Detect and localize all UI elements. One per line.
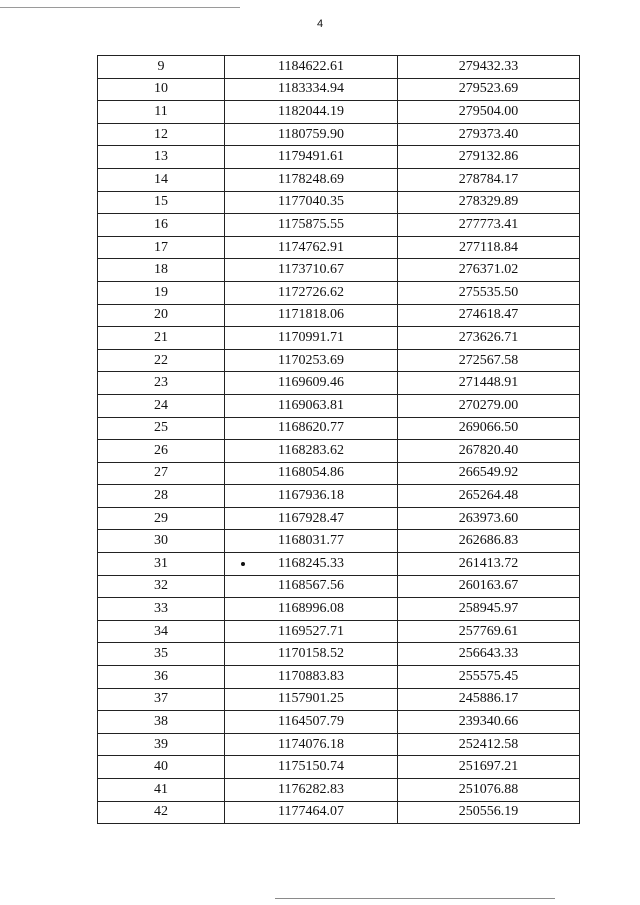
x-coordinate-cell: 1168620.77 — [225, 417, 398, 440]
point-number-cell: 24 — [98, 394, 225, 417]
point-number-cell: 16 — [98, 214, 225, 237]
x-coordinate-cell: 1169527.71 — [225, 620, 398, 643]
point-number-cell: 38 — [98, 711, 225, 734]
y-coordinate-cell: 251697.21 — [398, 756, 580, 779]
point-number-cell: 19 — [98, 281, 225, 304]
table-row — [98, 236, 580, 259]
coordinates-table — [97, 55, 580, 824]
point-number-cell: 33 — [98, 598, 225, 621]
point-number-cell: 14 — [98, 168, 225, 191]
x-coordinate-cell: 1173710.67 — [225, 259, 398, 282]
table-row — [98, 304, 580, 327]
point-number-cell: 25 — [98, 417, 225, 440]
y-coordinate-cell: 266549.92 — [398, 462, 580, 485]
table-row — [98, 711, 580, 734]
table-row — [98, 214, 580, 237]
y-coordinate-cell: 245886.17 — [398, 688, 580, 711]
point-number-cell: 20 — [98, 304, 225, 327]
y-coordinate-cell: 252412.58 — [398, 733, 580, 756]
point-number-cell: 35 — [98, 643, 225, 666]
x-coordinate-cell: 1167936.18 — [225, 485, 398, 508]
y-coordinate-cell: 255575.45 — [398, 666, 580, 689]
point-number-cell: 27 — [98, 462, 225, 485]
y-coordinate-cell: 277773.41 — [398, 214, 580, 237]
y-coordinate-cell: 251076.88 — [398, 779, 580, 802]
point-number-cell: 15 — [98, 191, 225, 214]
table-row — [98, 530, 580, 553]
x-coordinate-cell: 1168283.62 — [225, 440, 398, 463]
table-row — [98, 666, 580, 689]
point-number-cell: 34 — [98, 620, 225, 643]
scan-artifact-dot — [241, 562, 245, 566]
table-row — [98, 146, 580, 169]
x-coordinate-cell: 1179491.61 — [225, 146, 398, 169]
table-row — [98, 553, 580, 576]
point-number-cell: 11 — [98, 101, 225, 124]
y-coordinate-cell: 265264.48 — [398, 485, 580, 508]
point-number-cell: 18 — [98, 259, 225, 282]
table-row — [98, 801, 580, 824]
y-coordinate-cell: 267820.40 — [398, 440, 580, 463]
x-coordinate-cell: 1174762.91 — [225, 236, 398, 259]
table-row — [98, 507, 580, 530]
table-row — [98, 688, 580, 711]
scan-artifact-top-line — [0, 7, 240, 8]
x-coordinate-cell: 1182044.19 — [225, 101, 398, 124]
y-coordinate-cell: 257769.61 — [398, 620, 580, 643]
y-coordinate-cell: 269066.50 — [398, 417, 580, 440]
table-row — [98, 440, 580, 463]
y-coordinate-cell: 262686.83 — [398, 530, 580, 553]
y-coordinate-cell: 279523.69 — [398, 78, 580, 101]
point-number-cell: 21 — [98, 327, 225, 350]
x-coordinate-cell: 1169063.81 — [225, 394, 398, 417]
point-number-cell: 10 — [98, 78, 225, 101]
table-row — [98, 372, 580, 395]
point-number-cell: 9 — [98, 56, 225, 79]
point-number-cell: 28 — [98, 485, 225, 508]
table-row — [98, 327, 580, 350]
point-number-cell: 29 — [98, 507, 225, 530]
table-row — [98, 123, 580, 146]
y-coordinate-cell: 256643.33 — [398, 643, 580, 666]
table-row — [98, 191, 580, 214]
x-coordinate-cell: 1178248.69 — [225, 168, 398, 191]
x-coordinate-cell: 1176282.83 — [225, 779, 398, 802]
table-row — [98, 733, 580, 756]
x-coordinate-cell: 1177464.07 — [225, 801, 398, 824]
y-coordinate-cell: 250556.19 — [398, 801, 580, 824]
point-number-cell: 39 — [98, 733, 225, 756]
table-row — [98, 462, 580, 485]
y-coordinate-cell: 278329.89 — [398, 191, 580, 214]
table-row — [98, 598, 580, 621]
x-coordinate-cell: 1170991.71 — [225, 327, 398, 350]
x-coordinate-cell: 1168996.08 — [225, 598, 398, 621]
y-coordinate-cell: 273626.71 — [398, 327, 580, 350]
x-coordinate-cell: 1183334.94 — [225, 78, 398, 101]
point-number-cell: 30 — [98, 530, 225, 553]
y-coordinate-cell: 261413.72 — [398, 553, 580, 576]
table-row — [98, 259, 580, 282]
table-row — [98, 643, 580, 666]
x-coordinate-cell: 1175150.74 — [225, 756, 398, 779]
x-coordinate-cell: 1177040.35 — [225, 191, 398, 214]
x-coordinate-cell: 1168031.77 — [225, 530, 398, 553]
y-coordinate-cell: 272567.58 — [398, 349, 580, 372]
table-row — [98, 56, 580, 79]
point-number-cell: 40 — [98, 756, 225, 779]
point-number-cell: 42 — [98, 801, 225, 824]
y-coordinate-cell: 279432.33 — [398, 56, 580, 79]
point-number-cell: 37 — [98, 688, 225, 711]
y-coordinate-cell: 278784.17 — [398, 168, 580, 191]
y-coordinate-cell: 258945.97 — [398, 598, 580, 621]
point-number-cell: 31 — [98, 553, 225, 576]
coordinates-table-body — [98, 56, 580, 824]
x-coordinate-cell: 1174076.18 — [225, 733, 398, 756]
table-row — [98, 756, 580, 779]
point-number-cell: 32 — [98, 575, 225, 598]
point-number-cell: 12 — [98, 123, 225, 146]
y-coordinate-cell: 271448.91 — [398, 372, 580, 395]
table-row — [98, 394, 580, 417]
x-coordinate-cell: 1171818.06 — [225, 304, 398, 327]
y-coordinate-cell: 274618.47 — [398, 304, 580, 327]
x-coordinate-cell: 1168245.33 — [225, 553, 398, 576]
point-number-cell: 17 — [98, 236, 225, 259]
y-coordinate-cell: 275535.50 — [398, 281, 580, 304]
y-coordinate-cell: 263973.60 — [398, 507, 580, 530]
table-row — [98, 779, 580, 802]
table-row — [98, 417, 580, 440]
y-coordinate-cell: 239340.66 — [398, 711, 580, 734]
x-coordinate-cell: 1169609.46 — [225, 372, 398, 395]
table-row — [98, 620, 580, 643]
scan-artifact-bottom-line — [275, 898, 555, 899]
y-coordinate-cell: 279504.00 — [398, 101, 580, 124]
x-coordinate-cell: 1170158.52 — [225, 643, 398, 666]
point-number-cell: 13 — [98, 146, 225, 169]
y-coordinate-cell: 260163.67 — [398, 575, 580, 598]
table-row — [98, 78, 580, 101]
x-coordinate-cell: 1157901.25 — [225, 688, 398, 711]
table-row — [98, 281, 580, 304]
table-row — [98, 101, 580, 124]
x-coordinate-cell: 1175875.55 — [225, 214, 398, 237]
x-coordinate-cell: 1167928.47 — [225, 507, 398, 530]
y-coordinate-cell: 279373.40 — [398, 123, 580, 146]
y-coordinate-cell: 277118.84 — [398, 236, 580, 259]
x-coordinate-cell: 1164507.79 — [225, 711, 398, 734]
point-number-cell: 23 — [98, 372, 225, 395]
x-coordinate-cell: 1168054.86 — [225, 462, 398, 485]
y-coordinate-cell: 276371.02 — [398, 259, 580, 282]
x-coordinate-cell: 1168567.56 — [225, 575, 398, 598]
point-number-cell: 36 — [98, 666, 225, 689]
x-coordinate-cell: 1180759.90 — [225, 123, 398, 146]
x-coordinate-cell: 1184622.61 — [225, 56, 398, 79]
point-number-cell: 41 — [98, 779, 225, 802]
x-coordinate-cell: 1170253.69 — [225, 349, 398, 372]
table-row — [98, 485, 580, 508]
table-row — [98, 575, 580, 598]
page-number: 4 — [316, 18, 324, 30]
table-row — [98, 349, 580, 372]
y-coordinate-cell: 270279.00 — [398, 394, 580, 417]
point-number-cell: 26 — [98, 440, 225, 463]
x-coordinate-cell: 1172726.62 — [225, 281, 398, 304]
point-number-cell: 22 — [98, 349, 225, 372]
table-row — [98, 168, 580, 191]
x-coordinate-cell: 1170883.83 — [225, 666, 398, 689]
y-coordinate-cell: 279132.86 — [398, 146, 580, 169]
